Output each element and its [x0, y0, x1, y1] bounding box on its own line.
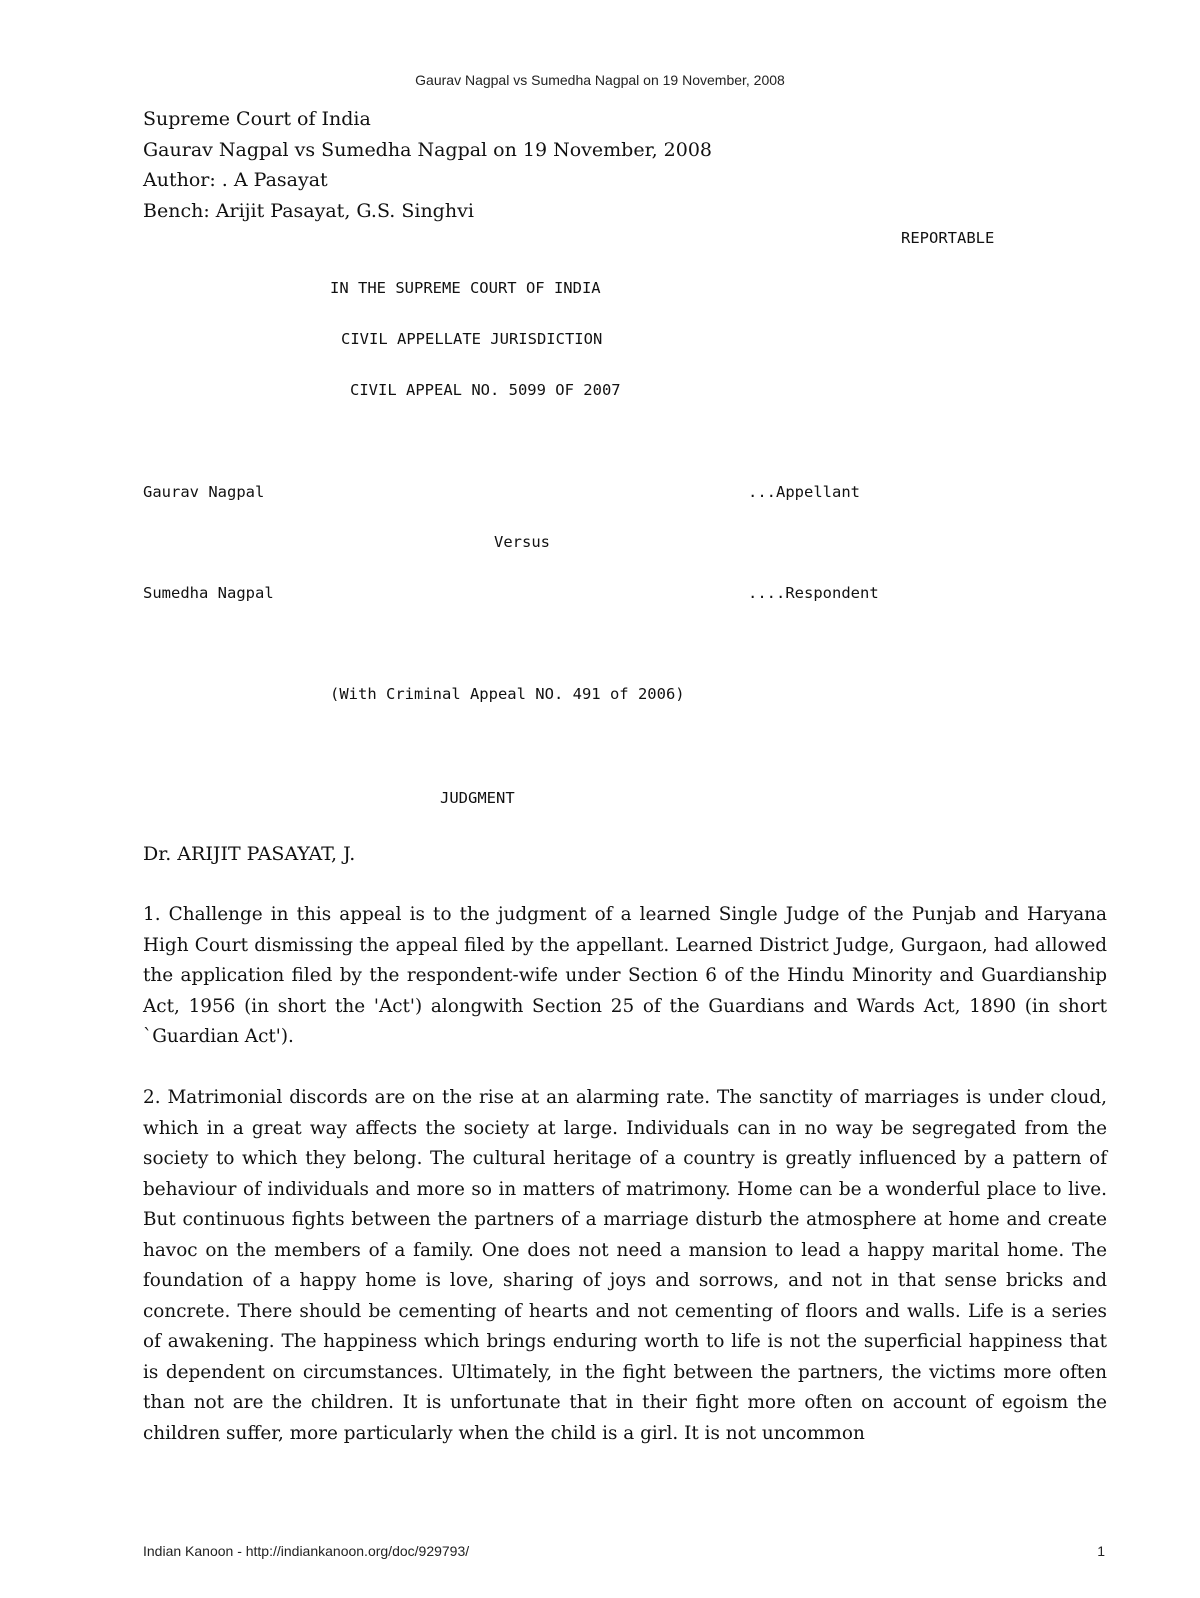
page-number: 1 — [1097, 1543, 1105, 1559]
court-name: Supreme Court of India — [143, 108, 371, 130]
paragraph-2: 2. Matrimonial discords are on the rise at an alarming rate. The sanctity of marriages is under cloud, which in a great way affects the society at large. Individuals can in no way be segregated from the society to which they belong. The cultural heritage of a country is greatly influenced by a pattern of behaviour of individuals and more so in matters of matrimony. Home can be a wonderful place to live. But continuous fights between the partners of a marriage disturb the atmosphere at home and create havoc on the members of a family. One does not need a mansion to lead a happy marital home. The foundation of a happy home is love, sharing of joys and sorrows, and not in that sense bricks and concrete. There should be cementing of hearts and not cementing of floors and walls. Life is a series of awakening. The happiness which brings enduring worth to life is not the superficial happiness that is dependent on circumstances. Ultimately, in the fight between the partners, the victims more often than not are the children. It is unfortunate that in their fight more often on account of egoism the children suffer, more particularly when the child is a girl. It is not uncommon — [143, 1087, 1107, 1444]
appellant-role: ...Appellant — [748, 483, 860, 501]
bench-line: Bench: Arijit Pasayat, G.S. Singhvi — [143, 199, 474, 222]
case-title: Gaurav Nagpal vs Sumedha Nagpal on 19 November, 2008 — [143, 138, 712, 161]
jurisdiction-heading: CIVIL APPELLATE JURISDICTION — [341, 330, 603, 348]
document-meta — [143, 104, 712, 226]
judgment-heading: JUDGMENT — [440, 789, 515, 807]
appellant-name: Gaurav Nagpal — [143, 483, 265, 501]
paragraph-1: 1. Challenge in this appeal is to the judgment of a learned Single Judge of the Punjab and Haryana High Court dismissing the appeal filed by the appellant. Learned District Judge, Gurgaon, had allowed the application filed by the respondent-wife under Section 6 of the Hindu Minority and Guardianship Act, 1956 (in short the 'Act') alongwith Section 25 of the Guardians and Wards Act, 1890 (in short `Guardian Act'). — [143, 904, 1107, 1047]
footer-source-link[interactable]: Indian Kanoon - http://indiankanoon.org/doc/929793/ — [143, 1543, 470, 1559]
judge-name: Dr. ARIJIT PASAYAT, J. — [143, 843, 356, 865]
connected-appeal: (With Criminal Appeal NO. 491 of 2006) — [330, 685, 685, 703]
respondent-role: ....Respondent — [748, 584, 879, 602]
running-header: Gaurav Nagpal vs Sumedha Nagpal on 19 November, 2008 — [415, 72, 785, 88]
reportable-label: REPORTABLE — [901, 229, 995, 247]
respondent-name: Sumedha Nagpal — [143, 584, 274, 602]
versus-label: Versus — [494, 533, 550, 551]
appeal-number: CIVIL APPEAL NO. 5099 OF 2007 — [350, 381, 621, 399]
court-heading: IN THE SUPREME COURT OF INDIA — [330, 279, 601, 297]
author-line: Author: . A Pasayat — [143, 169, 328, 191]
